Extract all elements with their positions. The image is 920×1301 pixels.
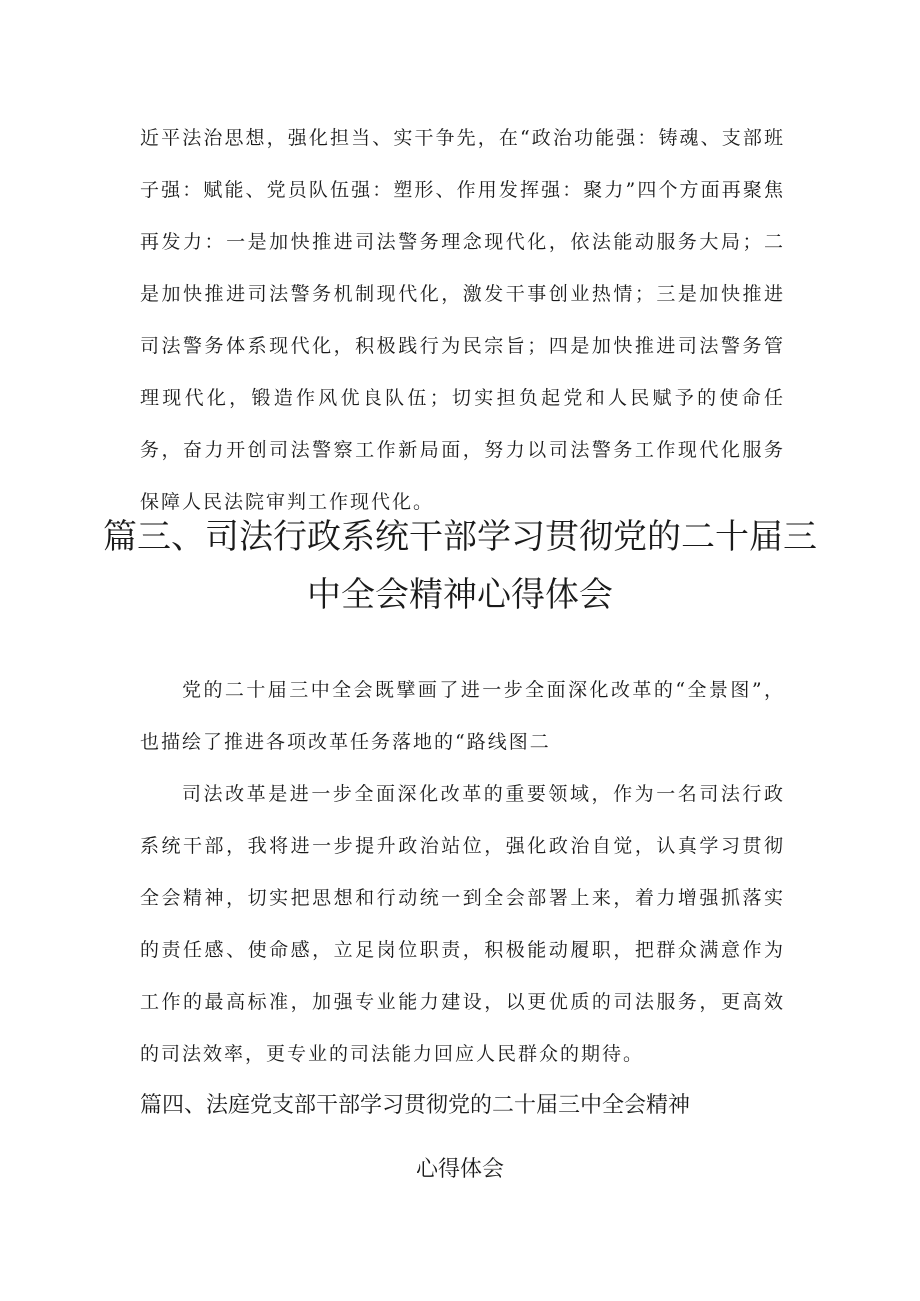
section-three-title: 篇三、司法行政系统干部学习贯彻党的二十届三中全会精神心得体会 [103,517,817,615]
section-three-paragraph-1: 党的二十届三中全会既擘画了进一步全面深化改革的“全景图”，也描绘了推进各项改革任务落地的“路线图二 [140,679,785,753]
section-two-closing-paragraph: 近平法治思想，强化担当、实干争先，在“政治功能强：铸魂、支部班子强：赋能、党员队伍强：塑形、作用发挥强：聚力”四个方面再聚焦再发力：一是加快推进司法警务理念现代化，依法能动服务大局；二是加快推进司法警务机制现代化，激发干事创业热情；三是加快推进司法警务体系现代化，积极践行为民宗旨；四是加快推进司法警务管理现代化，锻造作风优良队伍；切实担负起党和人民赋予的使命任务，奋力开创司法警察工作新局面，努力以司法警务工作现代化服务保障人民法院审判工作现代化。 [140,127,785,513]
section-four-title-line-2: 心得体会 [415,1157,504,1182]
section-four-title-line-1: 篇四、法庭党支部干部学习贯彻党的二十届三中全会精神 [140,1093,691,1118]
section-three-paragraph-2: 司法改革是进一步全面深化改革的重要领域，作为一名司法行政系统干部，我将进一步提升政治站位，强化政治自觉，认真学习贯彻全会精神，切实把思想和行动统一到全会部署上来，着力增强抓落实的责任感、使命感，立足岗位职责，积极能动履职，把群众满意作为工作的最高标准，加强专业能力建设，以更优质的司法服务，更高效的司法效率，更专业的司法能力回应人民群众的期待。 [140,783,785,1065]
